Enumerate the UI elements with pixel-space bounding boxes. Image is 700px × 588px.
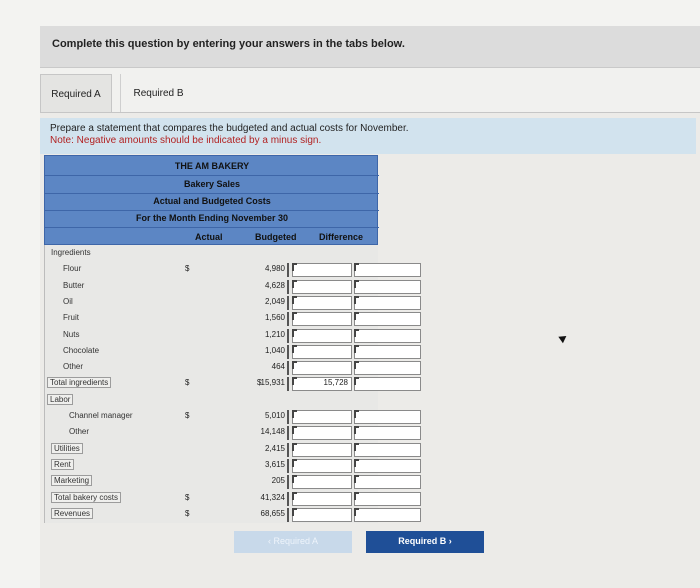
- difference-input[interactable]: [354, 377, 421, 391]
- difference-input[interactable]: [354, 426, 421, 440]
- statement-title: Bakery Sales: [183, 179, 241, 189]
- row-label: Total bakery costs: [51, 492, 121, 503]
- actual-value: 2,049: [213, 296, 289, 310]
- actual-value: 3,615: [213, 459, 289, 473]
- table-row: [45, 295, 379, 311]
- difference-input[interactable]: [354, 361, 421, 375]
- difference-input[interactable]: [354, 263, 421, 277]
- table-row: [45, 474, 379, 490]
- company-name: THE AM BAKERY: [174, 161, 250, 171]
- row-label: Other: [63, 362, 84, 372]
- statement-subtitle: Actual and Budgeted Costs: [153, 196, 271, 206]
- budgeted-input[interactable]: 15,728: [292, 377, 352, 391]
- budgeted-input[interactable]: [292, 443, 352, 457]
- table-row: [45, 279, 379, 295]
- difference-input[interactable]: [354, 443, 421, 457]
- actual-value: 205: [213, 475, 289, 489]
- row-label: Other: [69, 427, 90, 437]
- statement-rows: [44, 245, 378, 523]
- row-label: Chocolate: [63, 345, 100, 355]
- table-row: [45, 491, 379, 507]
- table-row: [45, 376, 379, 392]
- actual-value: 1,210: [213, 329, 289, 343]
- tab-required-b[interactable]: Required B: [120, 74, 196, 112]
- budgeted-input[interactable]: [292, 312, 352, 326]
- table-row: [45, 442, 379, 458]
- row-label: Labor: [47, 394, 73, 405]
- budgeted-input[interactable]: [292, 329, 352, 343]
- actual-value: 464: [213, 361, 289, 375]
- row-label: Channel manager: [69, 411, 133, 420]
- budgeted-input[interactable]: [292, 492, 352, 506]
- difference-input[interactable]: [354, 329, 421, 343]
- table-row: [45, 246, 379, 262]
- statement-header: [44, 155, 378, 245]
- statement-period: For the Month Ending November 30: [135, 213, 288, 223]
- chevron-right-icon: ›: [448, 536, 452, 546]
- prev-button-label: Required A: [273, 536, 319, 546]
- row-label: Utilities: [51, 443, 83, 454]
- row-label: Total ingredients: [47, 377, 111, 388]
- table-row: [45, 409, 379, 425]
- row-label: Fruit: [63, 313, 79, 323]
- budgeted-input[interactable]: [292, 426, 352, 440]
- difference-input[interactable]: [354, 410, 421, 424]
- instructions-box: [40, 118, 696, 154]
- actual-value: 5,010: [213, 410, 289, 424]
- actual-value: 1,560: [213, 312, 289, 326]
- budgeted-input[interactable]: [292, 508, 352, 522]
- row-label: Flour: [63, 264, 82, 274]
- row-label: Nuts: [63, 329, 80, 339]
- tab-strip: [40, 68, 700, 112]
- question-header: Complete this question by entering your answers in the tabs below.: [40, 26, 700, 68]
- actual-dollar-sign: $: [185, 508, 190, 518]
- row-label: Oil: [63, 296, 73, 306]
- budgeted-input[interactable]: [292, 475, 352, 489]
- table-row: [45, 311, 379, 327]
- actual-dollar-sign: $: [185, 411, 190, 420]
- difference-input[interactable]: [354, 492, 421, 506]
- actual-value: 41,324: [213, 492, 289, 506]
- difference-input[interactable]: [354, 296, 421, 310]
- actual-value: 2,415: [213, 443, 289, 457]
- actual-dollar-sign: $: [185, 492, 190, 502]
- actual-value: 4,980: [213, 263, 289, 277]
- actual-dollar-sign: $: [185, 378, 190, 388]
- column-header-budgeted: Budgeted: [255, 232, 297, 242]
- row-label: Rent: [51, 459, 74, 470]
- table-row: [45, 425, 379, 441]
- next-button[interactable]: [366, 531, 484, 553]
- row-label: Revenues: [51, 508, 93, 519]
- actual-value: 1,040: [213, 345, 289, 359]
- table-row: [45, 360, 379, 376]
- table-row: [45, 507, 379, 523]
- table-row: [45, 344, 379, 360]
- budgeted-input[interactable]: [292, 410, 352, 424]
- budgeted-input[interactable]: [292, 345, 352, 359]
- next-button-label: Required B: [398, 536, 447, 546]
- actual-dollar-sign: $: [185, 264, 190, 274]
- prev-button[interactable]: [234, 531, 352, 553]
- chevron-left-icon: ‹: [267, 536, 271, 546]
- budgeted-input[interactable]: [292, 361, 352, 375]
- actual-value: 15,931: [213, 377, 289, 391]
- actual-value: 14,148: [213, 426, 289, 440]
- difference-input[interactable]: [354, 280, 421, 294]
- table-row: [45, 262, 379, 278]
- budgeted-dollar-sign: $: [257, 378, 262, 388]
- budgeted-input[interactable]: [292, 459, 352, 473]
- row-label: Butter: [63, 280, 85, 290]
- table-row: [45, 458, 379, 474]
- table-row: [45, 393, 379, 409]
- budgeted-input[interactable]: [292, 296, 352, 310]
- actual-value: 68,655: [213, 508, 289, 522]
- difference-input[interactable]: [354, 312, 421, 326]
- difference-input[interactable]: [354, 459, 421, 473]
- tab-required-a[interactable]: Required A: [40, 74, 112, 112]
- row-label: Marketing: [51, 475, 92, 486]
- budgeted-input[interactable]: [292, 280, 352, 294]
- row-label: Ingredients: [51, 248, 91, 257]
- column-header-actual: Actual: [195, 232, 223, 242]
- instructions-text: Prepare a statement that compares the budgeted and actual costs for November.: [50, 123, 409, 134]
- difference-input[interactable]: [354, 475, 421, 489]
- budgeted-input[interactable]: [292, 263, 352, 277]
- table-row: [45, 328, 379, 344]
- difference-input[interactable]: [354, 508, 421, 522]
- column-header-difference: Difference: [319, 232, 364, 242]
- actual-value: 4,628: [213, 280, 289, 294]
- difference-input[interactable]: [354, 345, 421, 359]
- instructions-note: Note: Negative amounts should be indicated by a minus sign.: [50, 135, 322, 146]
